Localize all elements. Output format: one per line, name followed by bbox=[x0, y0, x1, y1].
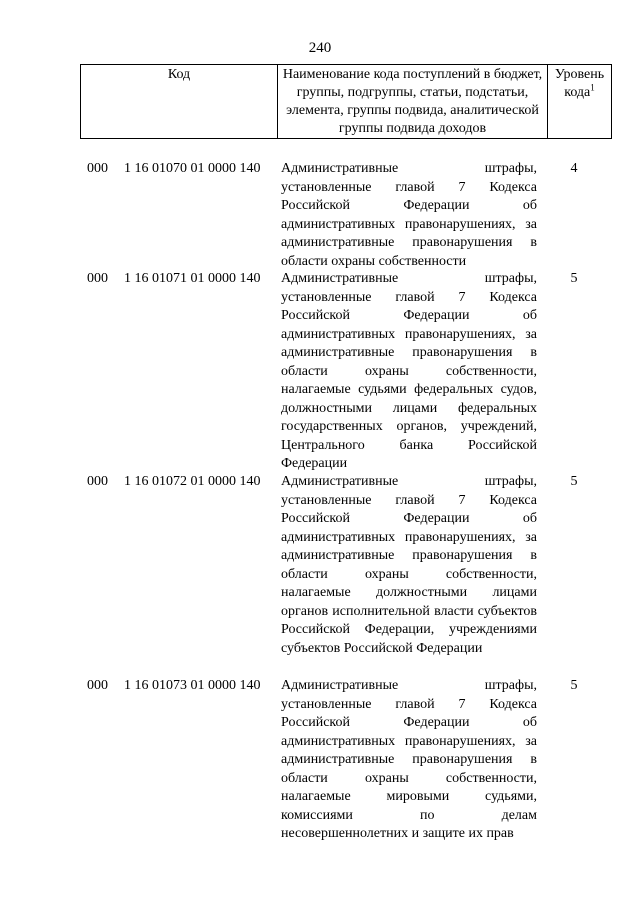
header-level-footnote: 1 bbox=[590, 82, 595, 93]
revenue-name: Административные штрафы, установленные главой 7 Кодекса Российской Федерации об административных правонарушениях, за административные правонарушения в области охраны собственности, налагаемые мировыми судьями, комиссиями по делам несовершеннолетних и защите их прав bbox=[281, 678, 537, 841]
admin-code: 000 bbox=[87, 161, 108, 176]
revenue-name: Административные штрафы, установленные главой 7 Кодекса Российской Федерации об административных правонарушениях, за административные правонарушения в области охраны собственности bbox=[281, 161, 537, 269]
code-level: 5 bbox=[570, 271, 578, 286]
revenue-code: 1 16 01071 01 0000 140 bbox=[124, 271, 261, 286]
revenue-code: 1 16 01073 01 0000 140 bbox=[124, 678, 261, 693]
revenue-code: 1 16 01070 01 0000 140 bbox=[124, 161, 261, 176]
code-level: 5 bbox=[570, 474, 578, 489]
header-level bbox=[548, 65, 612, 139]
admin-code: 000 bbox=[87, 271, 108, 286]
revenue-name: Административные штрафы, установленные главой 7 Кодекса Российской Федерации об административных правонарушениях, за административные правонарушения в области охраны собственности, налагаемые судьями федеральных судов, должностными лицами федеральных государственных органов, учреждений, Центрального банка Российской Федерации bbox=[281, 271, 537, 471]
code-level: 5 bbox=[570, 678, 578, 693]
admin-code: 000 bbox=[87, 474, 108, 489]
header-name: Наименование кода поступлений в бюджет, группы, подгруппы, статьи, подстатьи, элемента, группы подвида, аналитической группы подвида доходов bbox=[278, 65, 548, 139]
revenue-code: 1 16 01072 01 0000 140 bbox=[124, 474, 261, 489]
code-level: 4 bbox=[570, 161, 578, 176]
revenue-name: Административные штрафы, установленные главой 7 Кодекса Российской Федерации об административных правонарушениях, за административные правонарушения в области охраны собственности, налагаемые должностными лицами органов исполнительной власти субъектов Российской Федерации, учреждениями субъектов Российской Федерации bbox=[281, 474, 537, 656]
header-code: Код bbox=[81, 65, 278, 139]
admin-code: 000 bbox=[87, 678, 108, 693]
table-header bbox=[80, 64, 612, 139]
header-level-label: Уровень кода bbox=[554, 67, 605, 100]
page-number: 240 bbox=[308, 40, 332, 56]
